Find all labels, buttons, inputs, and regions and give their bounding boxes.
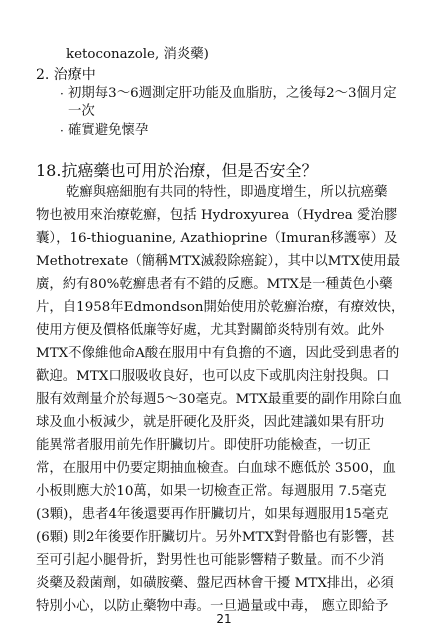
text-line: ketoconazole, 消炎藥) <box>66 47 209 62</box>
body-line: 球及血小板減少，就是肝硬化及肝炎，因此建議如果有肝功 <box>36 415 385 430</box>
section-heading: 2. 治療中 <box>36 67 96 83</box>
body-line: 片，自1958年Edmondson開始使用於乾癬治療，有療效快， <box>36 300 405 315</box>
body-line: 炎藥及殺菌劑，如磺胺藥、盤尼西林會干擾 MTX排出，必須 <box>36 576 394 591</box>
body-line: 歡迎。MTX口服吸收良好，也可以皮下或肌肉注射投與。口 <box>36 369 390 384</box>
body-line: 特別小心，以防止藥物中毒。一旦過量或中毒， 應立即給予 <box>36 599 389 614</box>
body-line: 使用方便及價格低廉等好處，尤其對關節炎特別有效。此外 <box>36 323 385 338</box>
body-line: 服有效劑量介於每週5～30毫克。MTX最重要的副作用除白血 <box>36 392 402 407</box>
body-line: 能異常者服用前先作肝臟切片。即使肝功能檢查，一切正 <box>36 438 371 453</box>
bullet-marker: · <box>60 124 64 138</box>
bullet-text: 確實避免懷孕 <box>68 123 149 138</box>
body-line: (3顆)，患者4年後還要再作肝臟切片，如果每週服用15毫克 <box>36 507 389 522</box>
body-line: 至可引起小腿骨折，對男性也可能影響精子數量。而不少消 <box>36 553 385 568</box>
bullet-marker: · <box>60 87 64 101</box>
bullet-text: 初期每3～6週測定肝功能及血脂肪，之後每2～3個月定 <box>68 86 397 101</box>
page-number: 21 <box>216 612 232 626</box>
question-heading: 18.抗癌藥也可用於治療，但是否安全？ <box>36 161 318 180</box>
body-line: 常，在服用中仍要定期抽血檢查。白血球不應低於 3500，血 <box>36 461 396 476</box>
bullet-text-continuation: 一次 <box>68 104 95 119</box>
body-line: 囊），16-thioguanine, Azathioprine（Imuran移護寧）及 <box>36 231 398 246</box>
body-line: 廣，約有80%乾癬患者有不錯的反應。MTX是一種黃色小藥 <box>36 277 393 292</box>
body-line: Methotrexate（簡稱MTX滅殺除癌錠），其中以MTX使用最 <box>36 254 401 269</box>
body-line: 小板則應大於10萬，如果一切檢查正常。每週服用 7.5毫克 <box>36 484 387 499</box>
body-line: MTX不像維他命A酸在服用中有負擔的不適，因此受到患者的 <box>36 346 400 361</box>
body-line: (6顆) 則2年後要作肝臟切片。另外MTX對骨骼也有影響，甚 <box>36 530 395 545</box>
body-line: 乾癬與癌細胞有共同的特性，即過度增生，所以抗癌藥 <box>66 185 388 200</box>
body-line: 物也被用來治療乾癬，包括 Hydroxyurea（Hydrea 愛治膠 <box>36 208 398 223</box>
